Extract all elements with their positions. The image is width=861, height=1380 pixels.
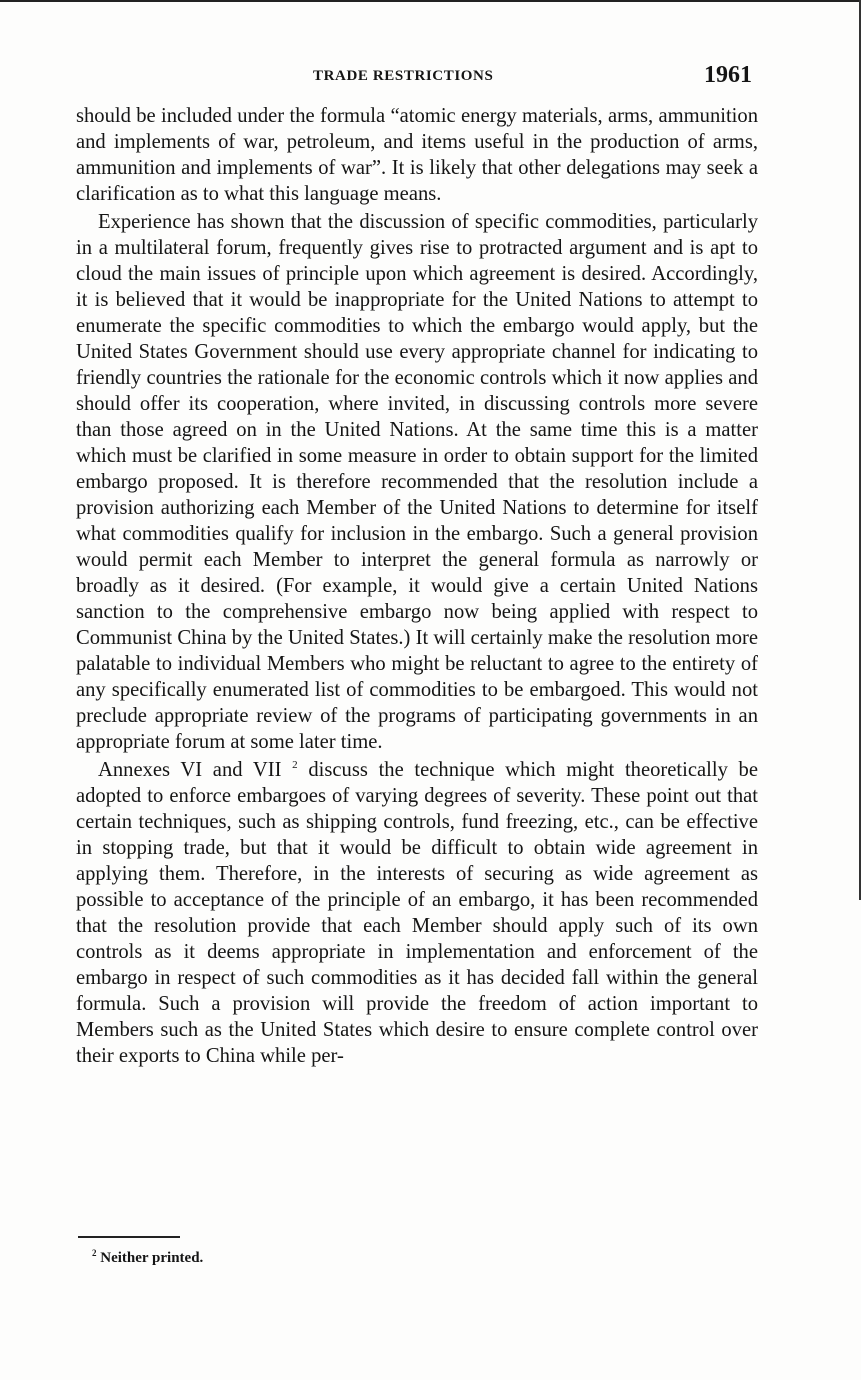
running-head-title: TRADE RESTRICTIONS	[313, 68, 494, 84]
footnote-reference-marker: 2	[292, 759, 298, 771]
paragraph-1: should be included under the formula “atomic energy materials, arms, ammunition and implements of war, petroleum, and items useful in the production of arms, ammunition and implements of war”. It is likely that other delegations may seek a clarification as to what this language means.	[76, 105, 758, 205]
paragraph-3	[76, 757, 758, 1069]
footnote-text: Neither printed.	[100, 1250, 204, 1266]
top-edge-rule	[0, 0, 861, 2]
paragraph-3-start: Annexes VI and VII	[98, 759, 282, 781]
footnote-marker: 2	[92, 1248, 97, 1258]
footnote-rule	[78, 1236, 180, 1238]
footnote	[92, 1250, 203, 1267]
body-text	[76, 103, 758, 1071]
paragraph-2: Experience has shown that the discussion of specific commodities, particularly in a multilateral forum, frequently gives rise to protracted argument and is apt to cloud the main issues of principle upon which agreement is desired. Accordingly, it is believed that it would be inappropriate for the United Nations to attempt to enumerate the specific commodities to which the embargo would apply, but the United States Government should use every appropriate channel for indicating to friendly countries the rationale for the economic controls which it now applies and should offer its cooperation, where invited, in discussing controls more severe than those agreed on in the United Nations. At the same time this is a matter which must be clarified in some measure in order to obtain support for the limited embargo proposed. It is therefore recommended that the resolution include a provision authorizing each Member of the United Nations to determine for itself what commodities qualify for inclusion in the embargo. Such a general provision would permit each Member to interpret the general formula as narrowly or broadly as it desired. (For example, it would give a certain United Nations sanction to the comprehensive embargo now being applied with respect to Communist China by the United States.) It will certainly make the resolution more palatable to individual Members who might be reluctant to agree to the entirety of any specifically enumerated list of commodities to be embargoed. This would not preclude appropriate review of the programs of participating governments in an appropriate forum at some later time.	[76, 211, 758, 753]
paragraph-3-rest: discuss the technique which might theoretically be adopted to enforce embargoes of varying degrees of severity. These point out that certain techniques, such as shipping controls, fund freezing, etc., can be effective in stopping trade, but that it would be difficult to obtain wide agreement in applying them. Therefore, in the interests of securing as wide agreement as possible to acceptance of the principle of an embargo, it has been recommended that the resolution provide that each Member should apply such of its own controls as it deems appropriate in implementation and enforcement of the embargo in respect of such commodities as it has decided fall within the general formula. Such a provision will provide the freedom of action important to Members such as the United States which desire to ensure complete control over their exports to China while per-	[76, 759, 758, 1067]
running-header	[0, 62, 861, 92]
page-number: 1961	[704, 62, 752, 88]
